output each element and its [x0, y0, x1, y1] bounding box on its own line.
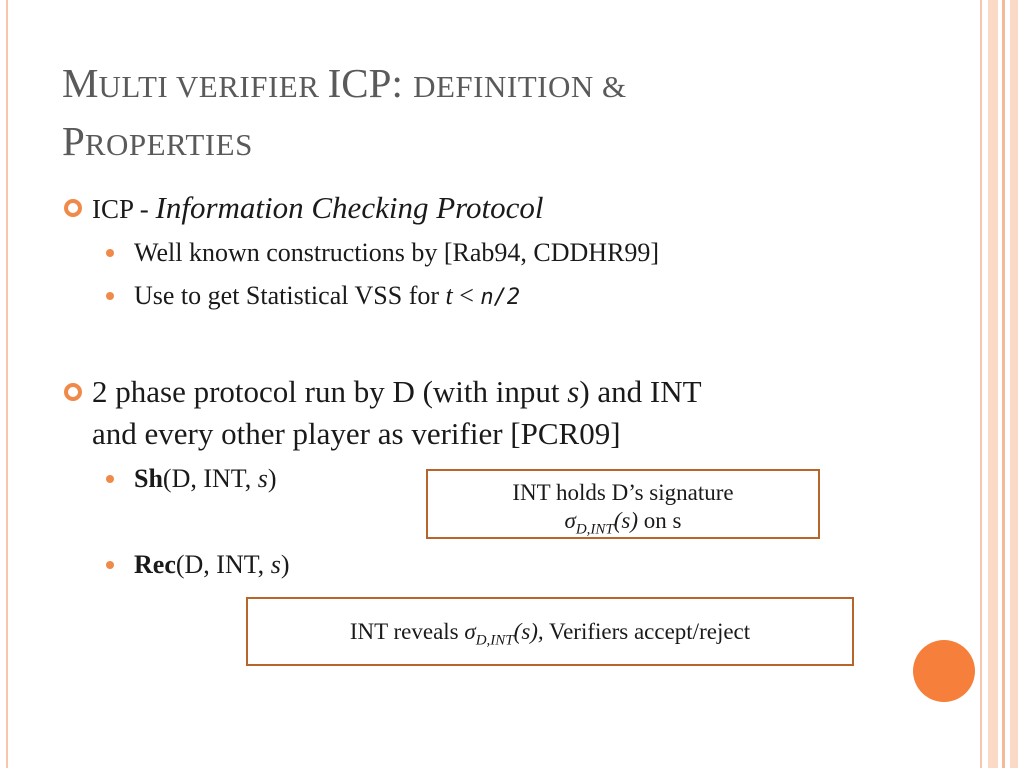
bullet-two-phase: 2 phase protocol run by D (with input s) and INT and every other player as verifier [PCR09]: [64, 371, 884, 455]
signature-callout-box: INT holds D’s signature $\sigma_{D,INT}(s)$ on s: [426, 469, 820, 539]
slide-title: MULTI VERIFIER ICP: DEFINITION & PROPERTIES: [62, 60, 627, 164]
sub-bullet-dot-icon: [106, 561, 114, 569]
bullet-icp: ICP - Information Checking Protocol: [64, 187, 884, 229]
sub-bullet-vss: Use to get Statistical VSS for t < n/2: [106, 279, 866, 313]
bullet-marker-icon: [64, 199, 82, 217]
sub-bullet-dot-icon: [106, 292, 114, 300]
sub-bullet-dot-icon: [106, 249, 114, 257]
sub-bullet-sh: Sh(D, INT, s): [106, 462, 866, 496]
bullet-marker-icon: [64, 383, 82, 401]
sub-bullet-rec: Rec(D, INT, s): [106, 548, 866, 582]
sub-bullet-constructions: Well known constructions by [Rab94, CDDHR99]: [106, 236, 866, 270]
decorative-circle: [913, 640, 975, 702]
reveal-callout-box: INT reveals $\sigma_{D,INT}(s)$, Verifiers accept/reject: [246, 597, 854, 666]
sub-bullet-dot-icon: [106, 475, 114, 483]
